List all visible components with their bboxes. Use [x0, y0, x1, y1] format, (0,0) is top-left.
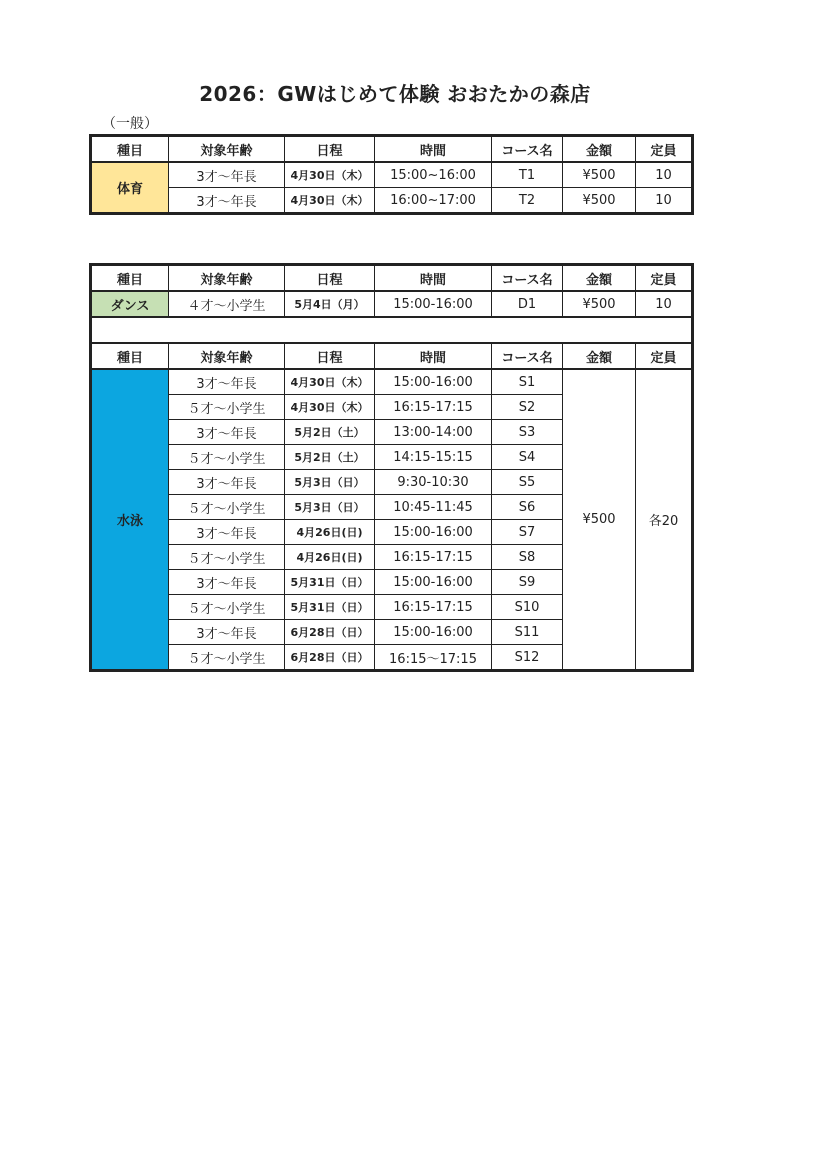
course-cell: S9 [492, 570, 563, 595]
header-date: 日程 [285, 265, 375, 292]
header-date: 日程 [285, 136, 375, 163]
age-cell: ５才～小学生 [169, 395, 285, 420]
header-category: 種目 [91, 136, 169, 163]
header-time: 時間 [375, 136, 492, 163]
course-cell: T2 [492, 188, 563, 214]
category-cell: 水泳 [91, 369, 169, 671]
age-cell: 3才～年長 [169, 470, 285, 495]
category-cell: 体育 [91, 162, 169, 214]
table-row [91, 188, 693, 214]
date-cell: 4月30日（木） [285, 162, 375, 188]
age-cell: ５才～小学生 [169, 445, 285, 470]
time-cell: 16:15-17:15 [375, 395, 492, 420]
spacer-cell [91, 317, 693, 343]
date-cell: 6月28日（日） [285, 645, 375, 671]
price-cell: ¥500 [563, 162, 636, 188]
date-cell: 5月3日（日） [285, 495, 375, 520]
age-cell: ５才～小学生 [169, 645, 285, 671]
course-cell: S5 [492, 470, 563, 495]
course-cell: T1 [492, 162, 563, 188]
table-row [91, 162, 693, 188]
header-age: 対象年齢 [169, 343, 285, 369]
header-course: コース名 [492, 136, 563, 163]
time-cell: 15:00-16:00 [375, 620, 492, 645]
course-cell: S4 [492, 445, 563, 470]
time-cell: 16:00~17:00 [375, 188, 492, 214]
age-cell: 3才～年長 [169, 520, 285, 545]
course-cell: S2 [492, 395, 563, 420]
time-cell: 10:45-11:45 [375, 495, 492, 520]
date-cell: 4月26日(日) [285, 545, 375, 570]
header-row [91, 265, 693, 292]
course-cell: S12 [492, 645, 563, 671]
date-cell: 4月30日（木） [285, 395, 375, 420]
header-capacity: 定員 [636, 343, 693, 369]
time-cell: 14:15-15:15 [375, 445, 492, 470]
price-cell: ¥500 [563, 188, 636, 214]
capacity-cell: 各20 [636, 369, 693, 671]
age-cell: ５才～小学生 [169, 545, 285, 570]
time-cell: 16:15～17:15 [375, 645, 492, 671]
course-cell: D1 [492, 291, 563, 317]
page-subtitle: （一般） [102, 116, 158, 132]
header-time: 時間 [375, 343, 492, 369]
time-cell: 15:00-16:00 [375, 291, 492, 317]
age-cell: 3才～年長 [169, 369, 285, 395]
header-row [91, 136, 693, 163]
spacer-row [91, 317, 693, 343]
header-price: 金額 [563, 136, 636, 163]
course-cell: S11 [492, 620, 563, 645]
table-row [91, 291, 693, 317]
capacity-cell: 10 [636, 188, 693, 214]
header-capacity: 定員 [636, 136, 693, 163]
table-row [91, 369, 693, 395]
header-category: 種目 [91, 265, 169, 292]
date-cell: 4月26日(日) [285, 520, 375, 545]
header-age: 対象年齢 [169, 136, 285, 163]
header-row [91, 343, 693, 369]
header-date: 日程 [285, 343, 375, 369]
category-cell: ダンス [91, 291, 169, 317]
header-time: 時間 [375, 265, 492, 292]
age-cell: ５才～小学生 [169, 595, 285, 620]
course-cell: S8 [492, 545, 563, 570]
time-cell: 15:00~16:00 [375, 162, 492, 188]
age-cell: 3才～年長 [169, 188, 285, 214]
age-cell: ４才～小学生 [169, 291, 285, 317]
capacity-cell: 10 [636, 291, 693, 317]
time-cell: 9:30-10:30 [375, 470, 492, 495]
time-cell: 15:00-16:00 [375, 520, 492, 545]
page-title: 2026：GWはじめて体験 おおたかの森店 [199, 82, 591, 106]
header-course: コース名 [492, 343, 563, 369]
time-cell: 13:00-14:00 [375, 420, 492, 445]
date-cell: 6月28日（日） [285, 620, 375, 645]
age-cell: 3才～年長 [169, 620, 285, 645]
date-cell: 5月4日（月） [285, 291, 375, 317]
course-cell: S10 [492, 595, 563, 620]
time-cell: 15:00-16:00 [375, 369, 492, 395]
age-cell: 3才～年長 [169, 420, 285, 445]
course-cell: S6 [492, 495, 563, 520]
header-course: コース名 [492, 265, 563, 292]
age-cell: 3才～年長 [169, 570, 285, 595]
header-price: 金額 [563, 343, 636, 369]
capacity-cell: 10 [636, 162, 693, 188]
date-cell: 5月3日（日） [285, 470, 375, 495]
date-cell: 4月30日（木） [285, 369, 375, 395]
header-capacity: 定員 [636, 265, 693, 292]
schedule-table-dance-suiei [89, 263, 694, 672]
price-cell: ¥500 [563, 291, 636, 317]
age-cell: ５才～小学生 [169, 495, 285, 520]
course-cell: S7 [492, 520, 563, 545]
course-cell: S3 [492, 420, 563, 445]
age-cell: 3才～年長 [169, 162, 285, 188]
course-cell: S1 [492, 369, 563, 395]
date-cell: 5月31日（日） [285, 570, 375, 595]
price-cell: ¥500 [563, 369, 636, 671]
time-cell: 15:00-16:00 [375, 570, 492, 595]
date-cell: 4月30日（木） [285, 188, 375, 214]
header-category: 種目 [91, 343, 169, 369]
schedule-table-taiiku [89, 134, 694, 215]
date-cell: 5月2日（土） [285, 420, 375, 445]
header-age: 対象年齢 [169, 265, 285, 292]
date-cell: 5月31日（日） [285, 595, 375, 620]
time-cell: 16:15-17:15 [375, 595, 492, 620]
date-cell: 5月2日（土） [285, 445, 375, 470]
time-cell: 16:15-17:15 [375, 545, 492, 570]
header-price: 金額 [563, 265, 636, 292]
